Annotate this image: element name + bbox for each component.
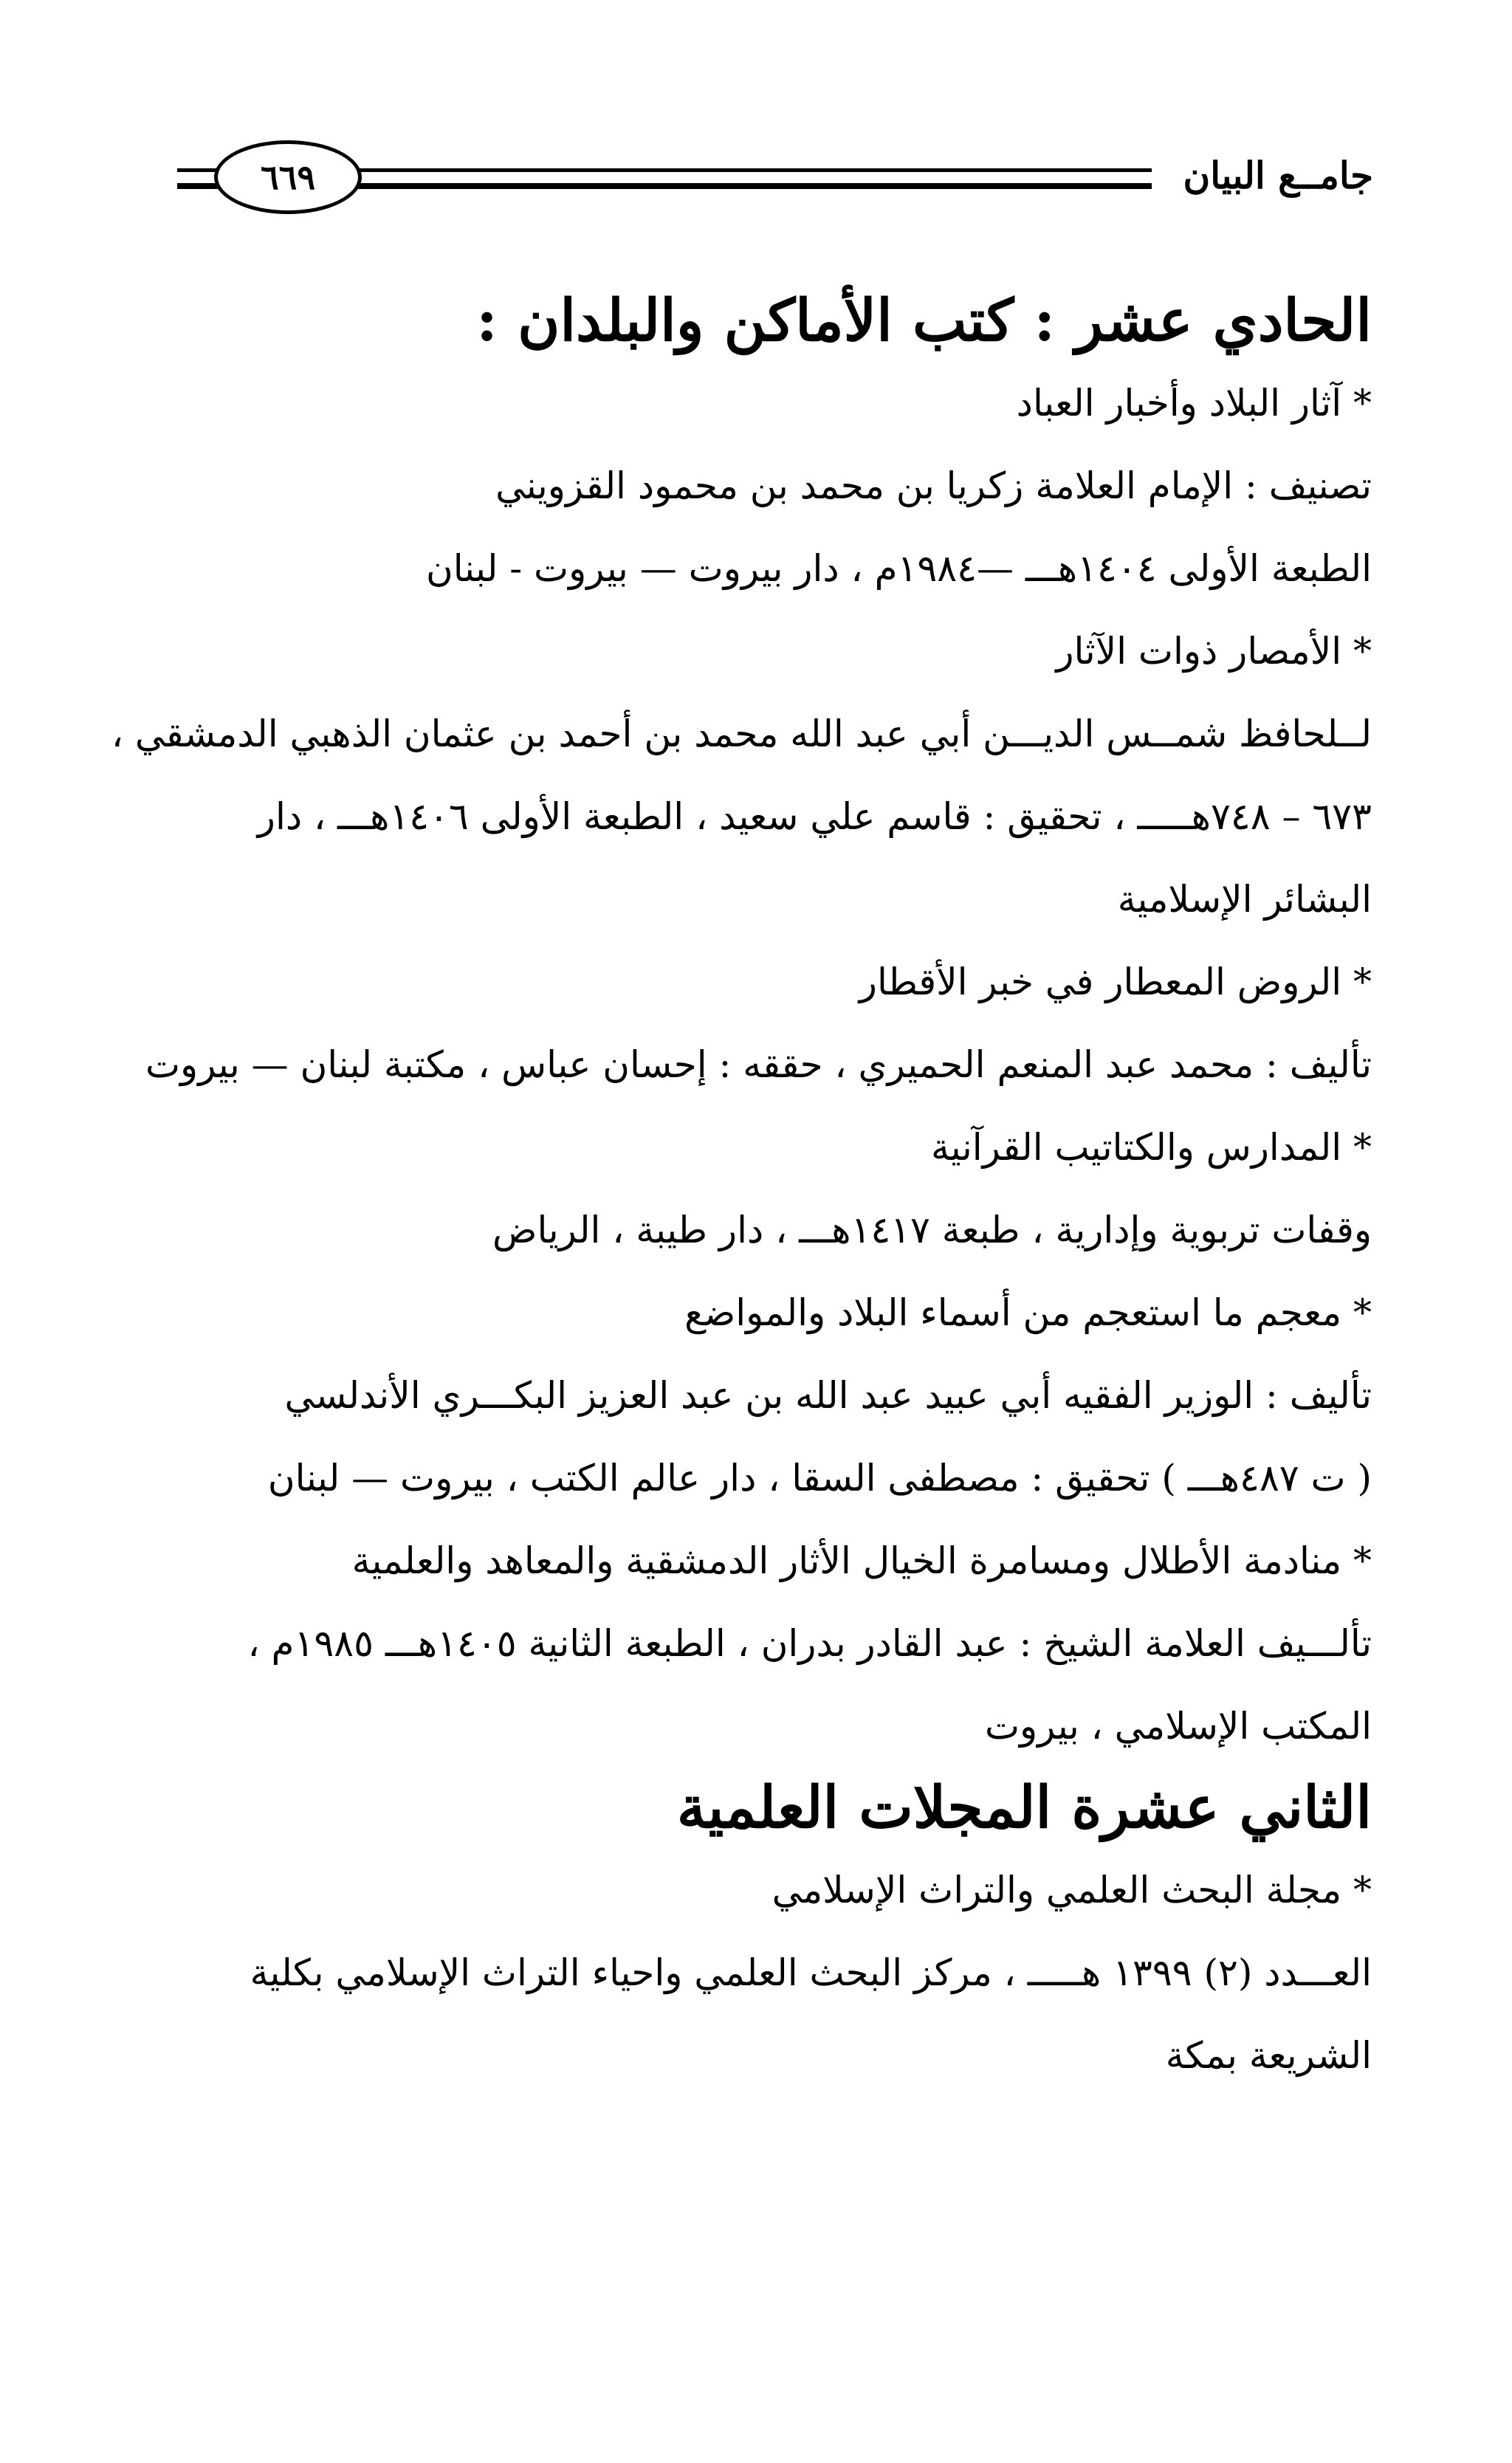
entry-title: * آثار البلاد وأخبار العباد: [1016, 382, 1372, 425]
entry-title: * الروض المعطار في خبر الأقطار: [859, 961, 1372, 1003]
book-title: جامــع البيان: [1183, 154, 1373, 197]
entry-title: * منادمة الأطلال ومسامرة الخيال الأثار الدمشقية والمعاهد والعلمية: [351, 1539, 1372, 1582]
entry-detail: وقفات تربوية وإدارية ، طبعة ١٤١٧هـــ ، دار طيبة ، الرياض: [492, 1209, 1372, 1251]
section-heading-places: الحادي عشر : كتب الأماكن والبلدان :: [476, 287, 1372, 354]
entry-detail: لــلحافظ شمــس الديـــن أبي عبد الله محمد بن أحمد بن عثمان الذهبي الدمشقي ،: [111, 712, 1372, 755]
entry-title: * المدارس والكتاتيب القرآنية: [930, 1126, 1372, 1169]
header-rule-bottom: [310, 183, 1152, 189]
page-header: [177, 140, 1373, 229]
entry-detail: ( ت ٤٨٧هـــ ) تحقيق : مصطفى السقا ، دار عالم الكتب ، بيروت — لبنان: [267, 1457, 1372, 1500]
section-heading-journals: الثاني عشرة المجلات العلمية: [676, 1774, 1372, 1841]
entry-title: * معجم ما استعجم من أسماء البلاد والمواضع: [684, 1291, 1372, 1334]
entry-detail: تأليف : الوزير الفقيه أبي عبيد عبد الله بن عبد العزيز البكـــري الأندلسي: [284, 1374, 1372, 1417]
entry-detail: تأليف : محمد عبد المنعم الحميري ، حققه : إحسان عباس ، مكتبة لبنان — بيروت: [145, 1043, 1372, 1086]
page-number: ٦٦٩: [214, 140, 362, 214]
entry-detail: العـــدد (٢) ١٣٩٩ هـــــ ، مركز البحث العلمي واحياء التراث الإسلامي بكلية: [250, 1951, 1372, 1994]
page-body: [111, 281, 1372, 2097]
entry-detail: الشريعة بمكة: [1165, 2034, 1372, 2077]
entry-title: * مجلة البحث العلمي والتراث الإسلامي: [772, 1869, 1372, 1911]
entry-detail: المكتب الإسلامي ، بيروت: [984, 1705, 1372, 1748]
entry-detail: ٦٧٣ – ٧٤٨هـــــ ، تحقيق : قاسم علي سعيد ، الطبعة الأولى ١٤٠٦هـــ ، دار: [257, 795, 1372, 838]
entry-title: * الأمصار ذوات الآثار: [1056, 630, 1372, 673]
entry-detail: البشائر الإسلامية: [1117, 878, 1372, 921]
entry-detail: تصنيف : الإمام العلامة زكريا بن محمد بن محمود القزويني: [495, 464, 1372, 507]
entry-detail: الطبعة الأولى ١٤٠٤هـــ —١٩٨٤م ، دار بيروت — بيروت - لبنان: [426, 547, 1372, 590]
header-rule-top: [310, 168, 1152, 172]
entry-detail: تألـــيف العلامة الشيخ : عبد القادر بدران ، الطبعة الثانية ١٤٠٥هـــ ١٩٨٥م ،: [247, 1622, 1372, 1665]
